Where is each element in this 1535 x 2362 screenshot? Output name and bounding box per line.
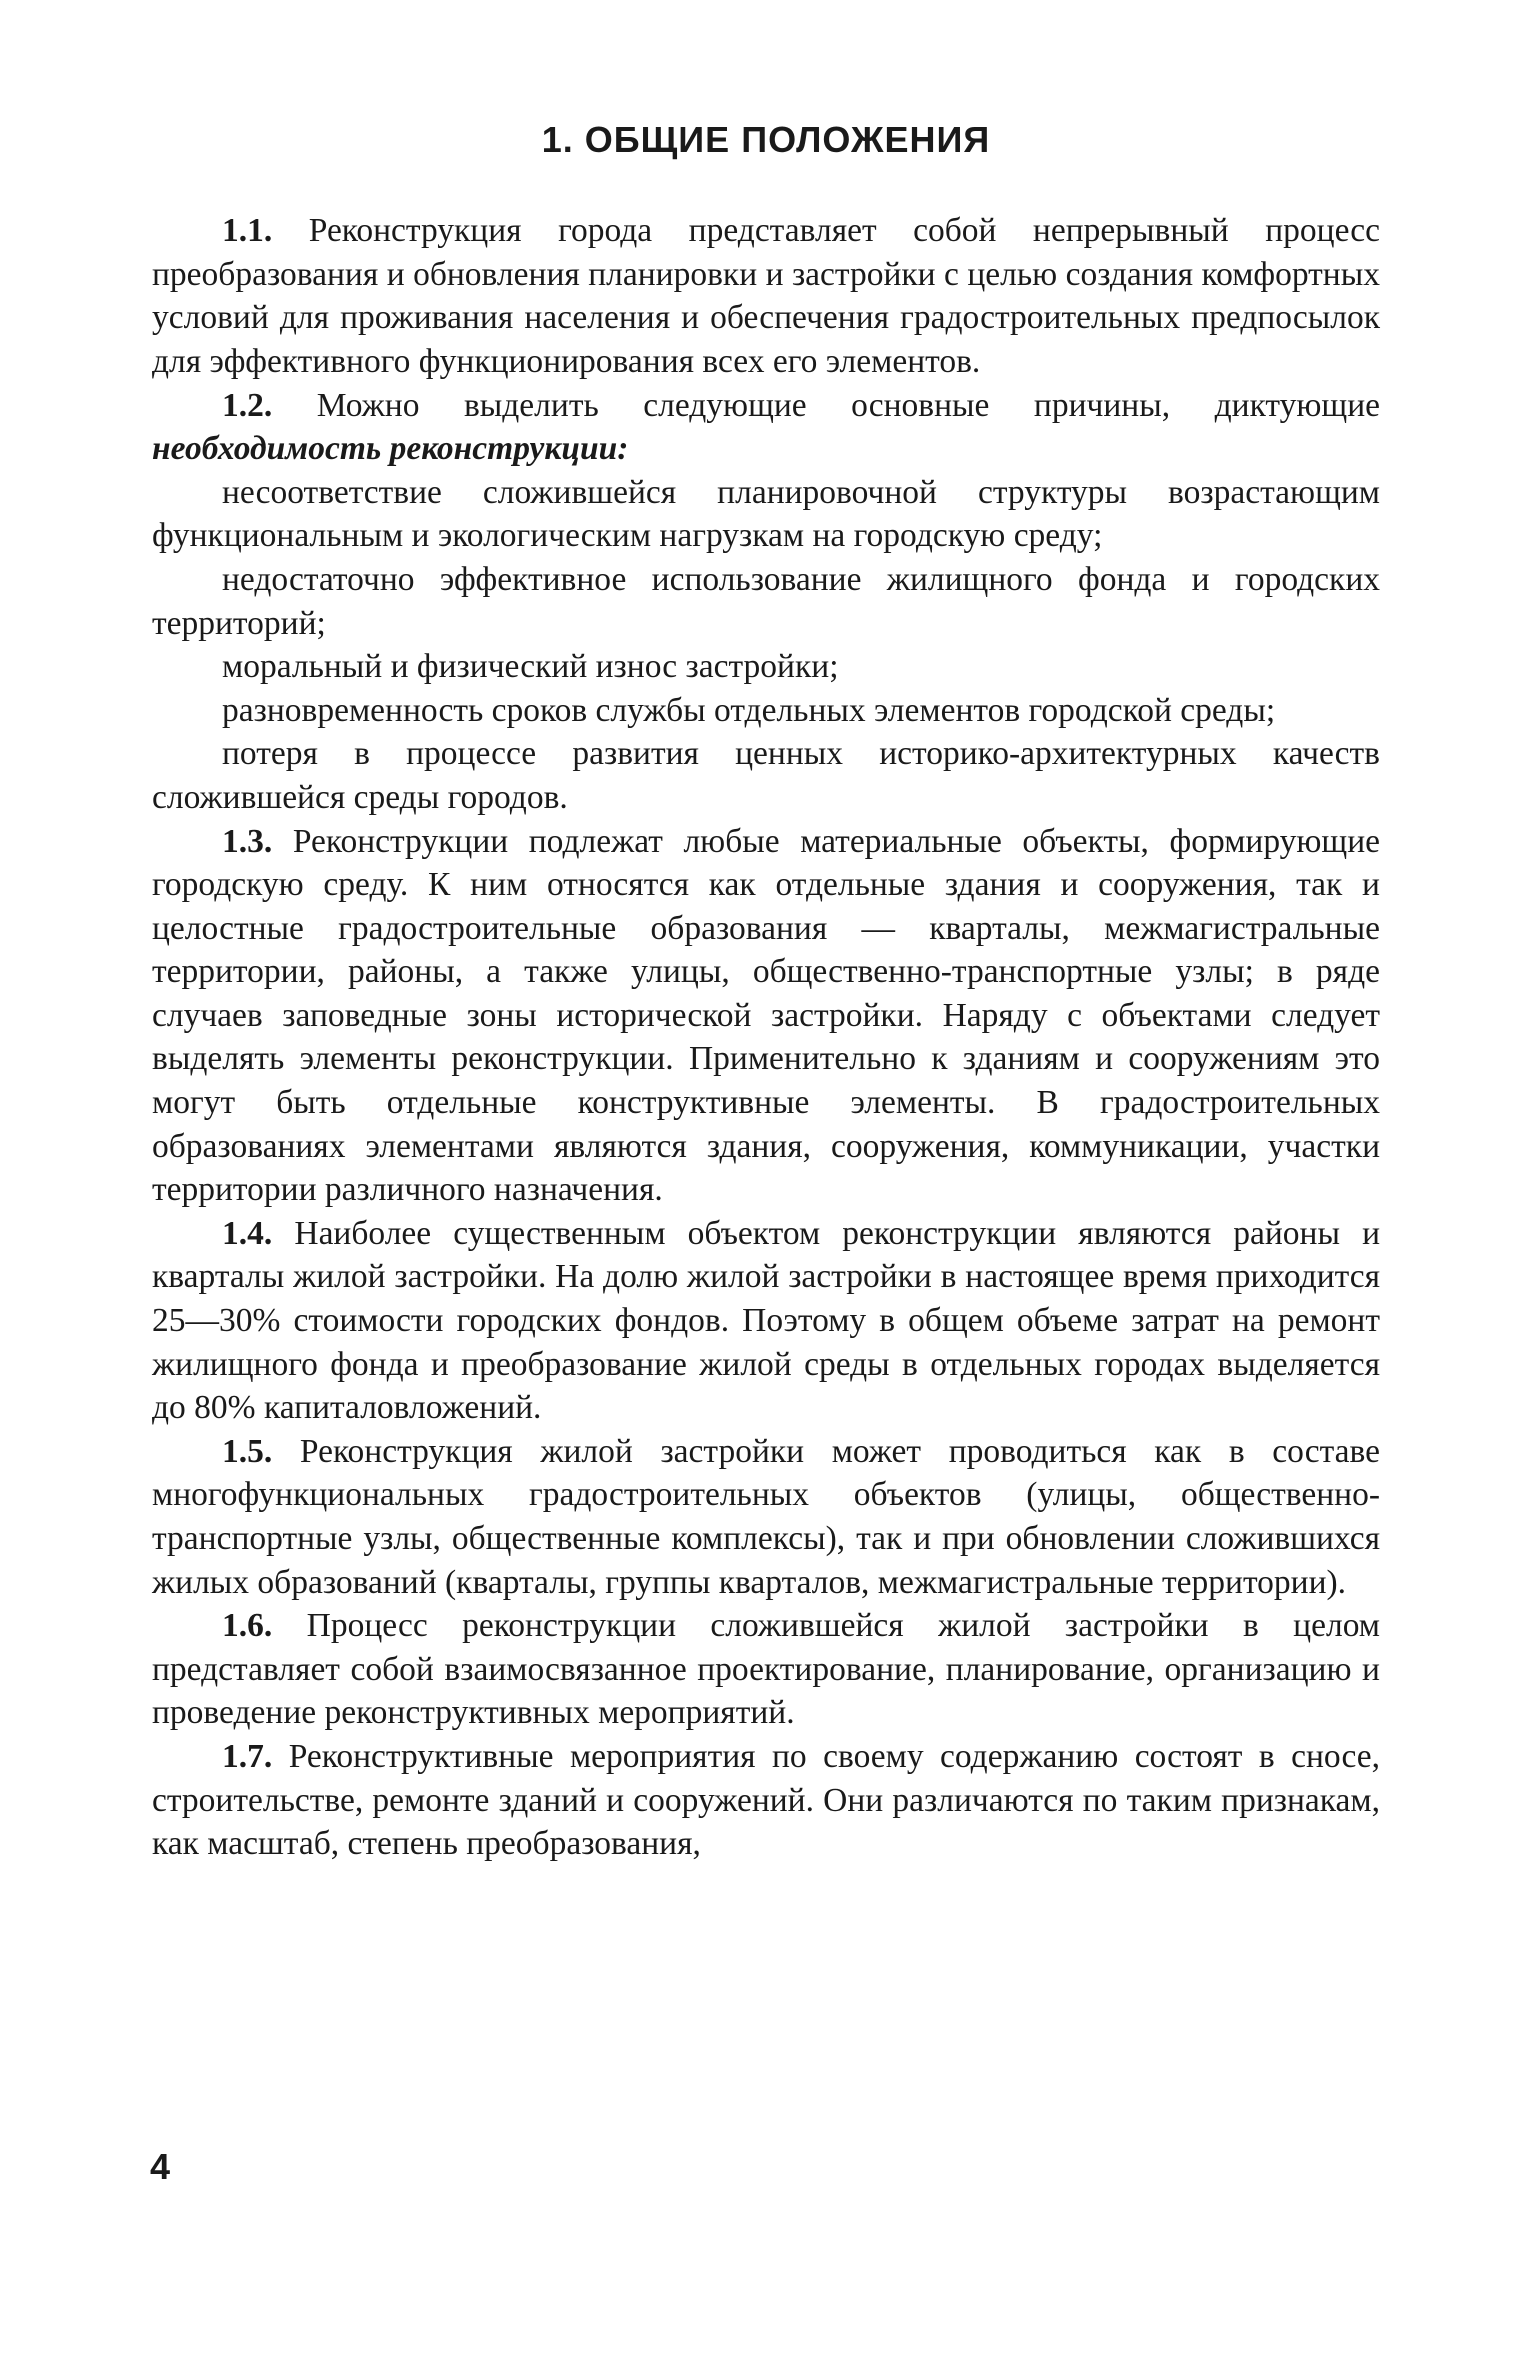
- paragraph-number: 1.5.: [222, 1432, 273, 1470]
- paragraph-1-3: [152, 820, 1380, 1212]
- paragraph-text: Процесс реконструкции сложившейся жилой застройки в целом представляет собой взаимосвязанное проектирование, планирование, организацию и проведение реконструктивных мероприятий.: [152, 1607, 1381, 1732]
- reason-item: недостаточно эффективное использование жилищного фонда и городских территорий;: [152, 560, 1380, 642]
- paragraph-number: 1.3.: [222, 822, 273, 860]
- paragraph-text: Реконструкции подлежат любые материальные объекты, формирующие городскую среду. К ним относятся как отдельные здания и сооружения, так и целостные градостроительные образования — кварталы, межмагистральные территории, районы, а также улицы, общественно-транспортные узлы; в ряде случаев заповедные зоны исторической застройки. Наряду с объектами следует выделять элементы реконструкции. Применительно к зданиям и сооружениям это могут быть отдельные конструктивные элементы. В градостроительных образованиях элементами являются здания, сооружения, коммуникации, участки территории различного назначения.: [152, 822, 1380, 1209]
- paragraph-1-6: [152, 1604, 1380, 1735]
- paragraph-text: Наиболее существенным объектом реконструкции являются районы и кварталы жилой застройки. На долю жилой застройки в настоящее время приходится 25—30% стоимости городских фондов. Поэтому в общем объеме затрат на ремонт жилищного фонда и преобразование жилой среды в отдельных городах выделяется до 80% капиталовложений.: [152, 1214, 1381, 1427]
- page-body: [152, 118, 1380, 1866]
- paragraph-number: 1.2.: [222, 386, 273, 424]
- paragraph-1-5: [152, 1430, 1380, 1604]
- paragraph-number: 1.1.: [222, 212, 273, 250]
- paragraph-text: Можно выделить следующие основные причины, диктующие: [316, 386, 1380, 424]
- paragraph-1-2: [152, 384, 1380, 471]
- paragraph-lead: необходимость реконструкции:: [152, 430, 629, 468]
- reason-item: моральный и физический износ застройки;: [222, 648, 839, 686]
- paragraph-1-4: [152, 1212, 1380, 1430]
- paragraph-1-7: [152, 1735, 1380, 1866]
- reason-item: потеря в процессе развития ценных историко-архитектурных качеств сложившейся среды городов.: [152, 735, 1380, 816]
- page-number: 4: [150, 2146, 171, 2187]
- paragraph-text: Реконструкция жилой застройки может проводиться как в составе многофункциональных градостроительных объектов (улицы, общественно-транспортные узлы, общественные комплексы), так и при обновлении сложившихся жилых образований (кварталы, группы кварталов, межмагистральные территории).: [152, 1432, 1381, 1601]
- paragraph-text: Реконструктивные мероприятия по своему содержанию состоят в сносе, строительстве, ремонте зданий и сооружений. Они различаются по таким признакам, как масштаб, степень преобразования,: [152, 1737, 1381, 1863]
- paragraph-number: 1.4.: [222, 1214, 273, 1252]
- reason-item: разновременность сроков службы отдельных элементов городской среды;: [222, 691, 1276, 729]
- paragraph-number: 1.6.: [222, 1607, 273, 1645]
- reason-item: несоответствие сложившейся планировочной структуры возрастающим функциональным и экологическим нагрузкам на городскую среду;: [152, 473, 1380, 555]
- paragraph-number: 1.7.: [222, 1737, 273, 1775]
- paragraph-1-1: [152, 209, 1380, 383]
- section-title: 1. ОБЩИЕ ПОЛОЖЕНИЯ: [541, 119, 991, 160]
- paragraph-text: Реконструкция города представляет собой непрерывный процесс преобразования и обновления планировки и застройки с целью создания комфортных условий для проживания населения и обеспечения градостроительных предпосылок для эффективного функционирования всех его элементов.: [152, 212, 1381, 380]
